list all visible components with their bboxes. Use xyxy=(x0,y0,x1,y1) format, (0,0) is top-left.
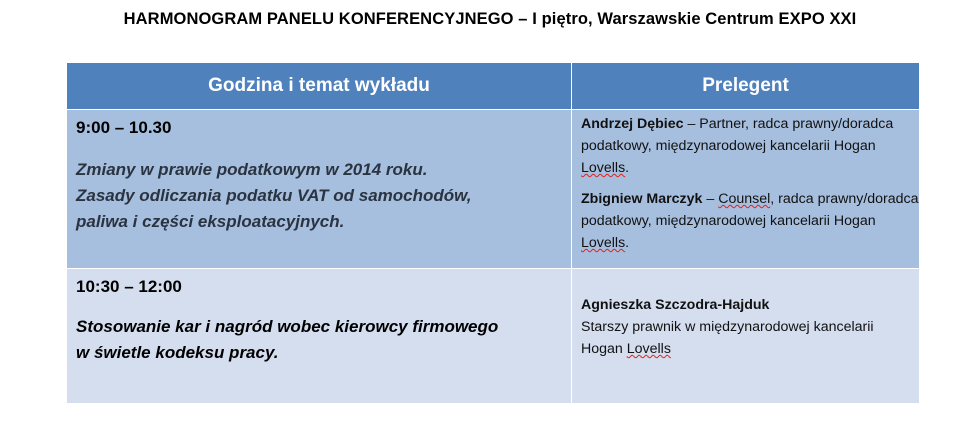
speaker-name: Agnieszka Szczodra-Hajduk xyxy=(581,297,770,313)
topic-line: w świetle kodeksu pracy. xyxy=(76,343,279,362)
speaker-separator: – xyxy=(683,116,700,132)
speaker-role: Partner, radca prawny/doradca podatkowy, międzynarodowej kancelarii Hogan xyxy=(581,116,894,154)
firm-name: Lovells xyxy=(581,235,626,251)
topic-line: paliwa i części eksploatacyjnych. xyxy=(76,212,345,231)
speaker-role-end: . xyxy=(625,160,630,176)
session-time: 10:30 – 12:00 xyxy=(76,277,182,296)
speaker-role-block xyxy=(581,316,919,360)
topic-line: Zasady odliczania podatku VAT od samochodów, xyxy=(76,186,472,205)
table-row xyxy=(67,269,920,404)
speaker-cell xyxy=(572,269,920,404)
table-row xyxy=(67,110,920,269)
speaker-role: , radca prawny/doradca podatkowy, międzynarodowej kancelarii Hogan xyxy=(581,191,919,229)
speaker-separator: – xyxy=(702,191,719,207)
topic-line: Stosowanie kar i nagród wobec kierowcy firmowego xyxy=(76,317,499,336)
topic-line: Zmiany w prawie podatkowym w 2014 roku. xyxy=(76,160,428,179)
speaker-entry xyxy=(581,113,919,179)
speaker-name: Zbigniew Marczyk xyxy=(581,191,703,207)
speaker-entry xyxy=(581,188,919,254)
session-time: 9:00 – 10.30 xyxy=(76,118,172,137)
schedule-table xyxy=(66,62,920,404)
firm-name: Lovells xyxy=(581,160,626,176)
speaker-role: Starszy prawnik w międzynarodowej kancelarii Hogan xyxy=(581,319,874,357)
speaker-entry xyxy=(581,294,919,360)
column-header-time-topic: Godzina i temat wykładu xyxy=(67,63,572,110)
speaker-title: Counsel xyxy=(718,191,771,207)
speaker-role-end: . xyxy=(625,235,630,251)
table-header-row xyxy=(67,63,920,110)
speaker-name: Andrzej Dębiec xyxy=(581,116,684,132)
time-topic-cell xyxy=(67,110,572,269)
page-title: HARMONOGRAM PANELU KONFERENCYJNEGO – I piętro, Warszawskie Centrum EXPO XXI xyxy=(123,10,857,28)
time-topic-cell xyxy=(67,269,572,404)
firm-name: Lovells xyxy=(626,341,671,357)
session-topic xyxy=(76,157,571,235)
speaker-cell xyxy=(572,110,920,269)
session-topic xyxy=(76,314,571,366)
column-header-speaker: Prelegent xyxy=(572,63,920,110)
